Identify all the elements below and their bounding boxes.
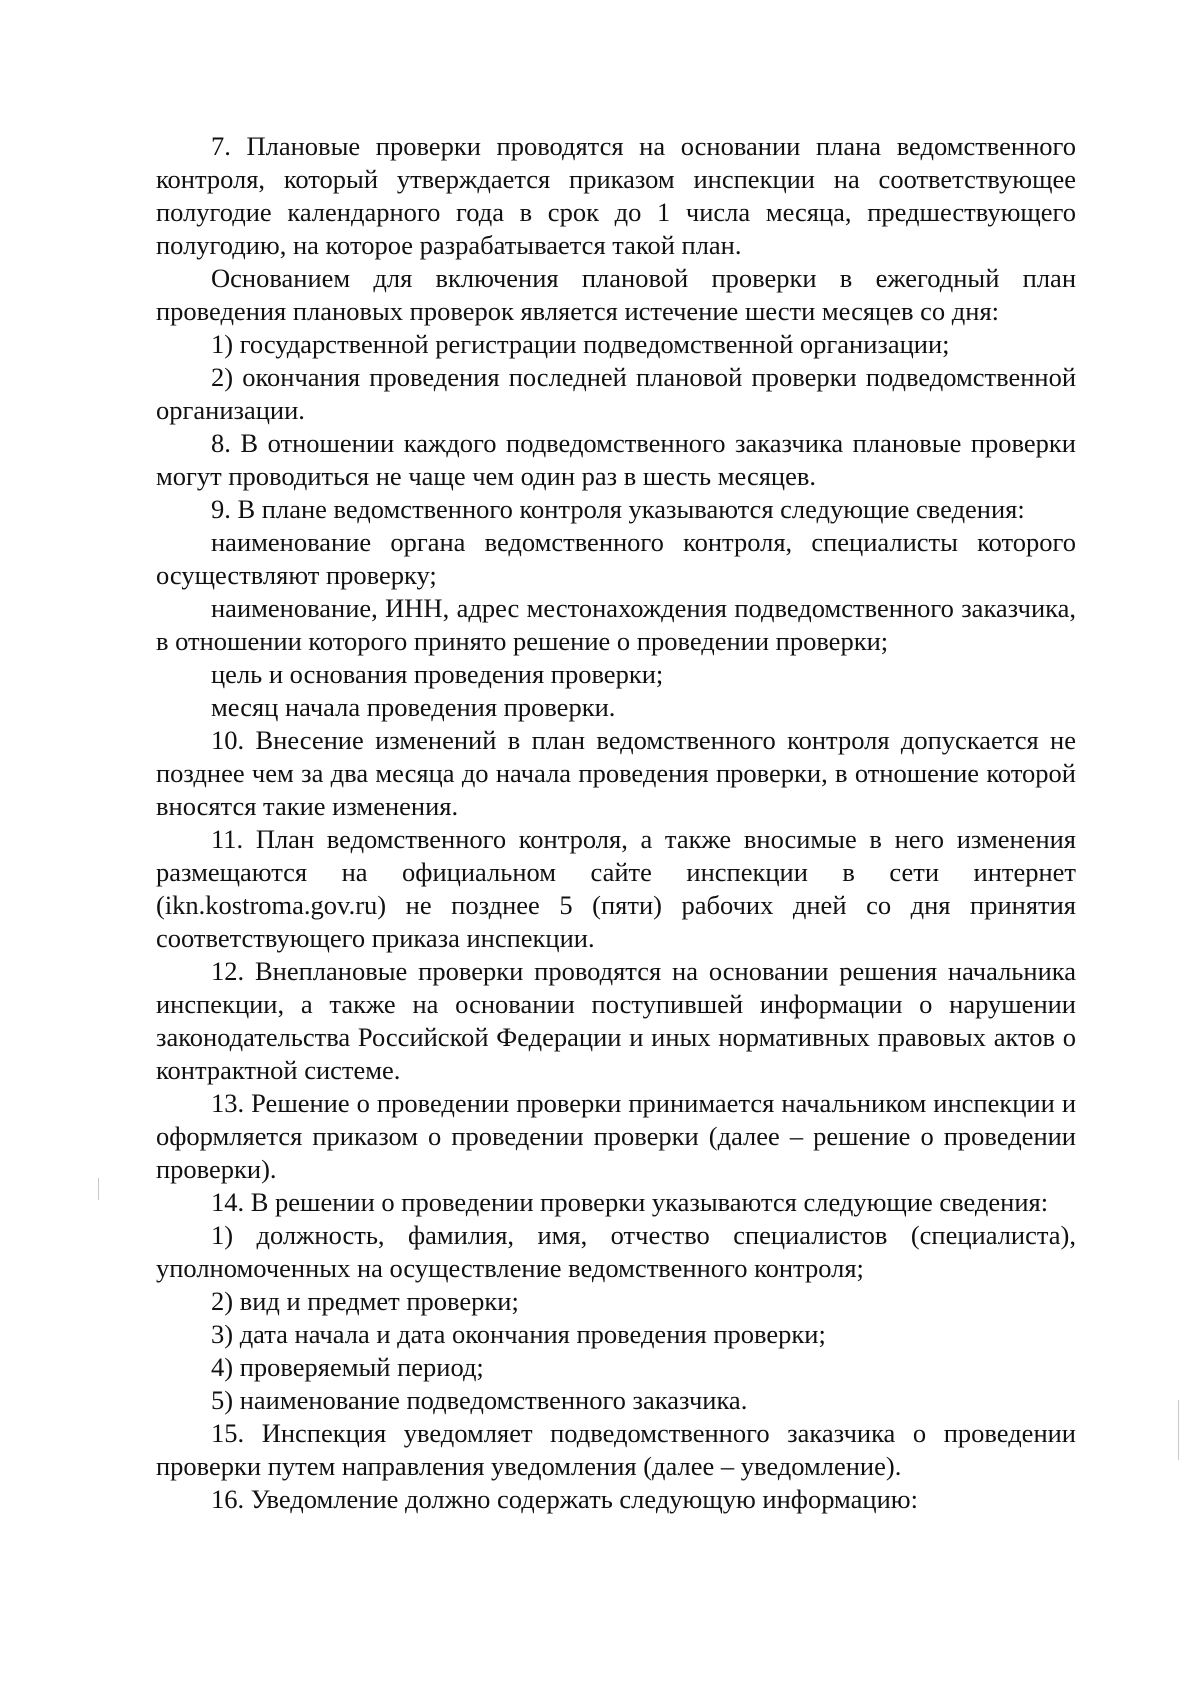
scan-artifact-left (98, 1178, 99, 1200)
paragraph-14-item-3: 3) дата начала и дата окончания проведения проверки; (211, 1319, 826, 1349)
paragraph-14-item-1: 1) должность, фамилия, имя, отчество специалистов (специалиста), уполномоченных на осуществление ведомственного контроля; (156, 1220, 1076, 1283)
paragraph-14-item-2: 2) вид и предмет проверки; (211, 1286, 519, 1316)
paragraph-basis-item-1: 1) государственной регистрации подведомственной организации; (211, 329, 950, 359)
paragraph-15: 15. Инспекция уведомляет подведомственного заказчика о проведении проверки путем направления уведомления (далее – уведомление). (156, 1418, 1076, 1481)
paragraph-13: 13. Решение о проведении проверки принимается начальником инспекции и оформляется приказом о проведении проверки (далее – решение о проведении проверки). (156, 1088, 1076, 1184)
paragraph-12: 12. Внеплановые проверки проводятся на основании решения начальника инспекции, а также на основании поступившей информации о нарушении законодательства Российской Федерации и иных нормативных правовых актов о контрактной системе. (156, 956, 1076, 1085)
paragraph-14-item-4: 4) проверяемый период; (211, 1352, 484, 1382)
paragraph-9-item-4: месяц начала проведения проверки. (211, 692, 616, 722)
paragraph-11: 11. План ведомственного контроля, а также вносимые в него изменения размещаются на официальном сайте инспекции в сети интернет (ikn.kostroma.gov.ru) не позднее 5 (пяти) рабочих дней со дня принятия соответствующего приказа инспекции. (156, 824, 1076, 953)
paragraph-9-item-3: цель и основания проведения проверки; (211, 659, 664, 689)
paragraph-basis: Основанием для включения плановой проверки в ежегодный план проведения плановых проверок является истечение шести месяцев со дня: (156, 263, 1076, 326)
paragraph-basis-item-2: 2) окончания проведения последней плановой проверки подведомственной организации. (156, 362, 1076, 425)
paragraph-9-item-2: наименование, ИНН, адрес местонахождения подведомственного заказчика, в отношении которого принято решение о проведении проверки; (156, 593, 1076, 656)
paragraph-14-item-5: 5) наименование подведомственного заказчика. (211, 1385, 748, 1415)
scan-artifact-right (1178, 1400, 1179, 1460)
document-body (156, 130, 1076, 1516)
paragraph-9-item-1: наименование органа ведомственного контроля, специалисты которого осуществляют проверку; (156, 527, 1076, 590)
paragraph-16: 16. Уведомление должно содержать следующую информацию: (211, 1484, 918, 1514)
paragraph-14: 14. В решении о проведении проверки указываются следующие сведения: (211, 1187, 1049, 1217)
paragraph-8: 8. В отношении каждого подведомственного заказчика плановые проверки могут проводиться не чаще чем один раз в шесть месяцев. (156, 428, 1076, 491)
paragraph-9: 9. В плане ведомственного контроля указываются следующие сведения: (211, 494, 1025, 524)
paragraph-7: 7. Плановые проверки проводятся на основании плана ведомственного контроля, который утверждается приказом инспекции на соответствующее полугодие календарного года в срок до 1 числа месяца, предшествующего полугодию, на которое разрабатывается такой план. (156, 131, 1076, 260)
paragraph-10: 10. Внесение изменений в план ведомственного контроля допускается не позднее чем за два месяца до начала проведения проверки, в отношение которой вносятся такие изменения. (156, 725, 1076, 821)
